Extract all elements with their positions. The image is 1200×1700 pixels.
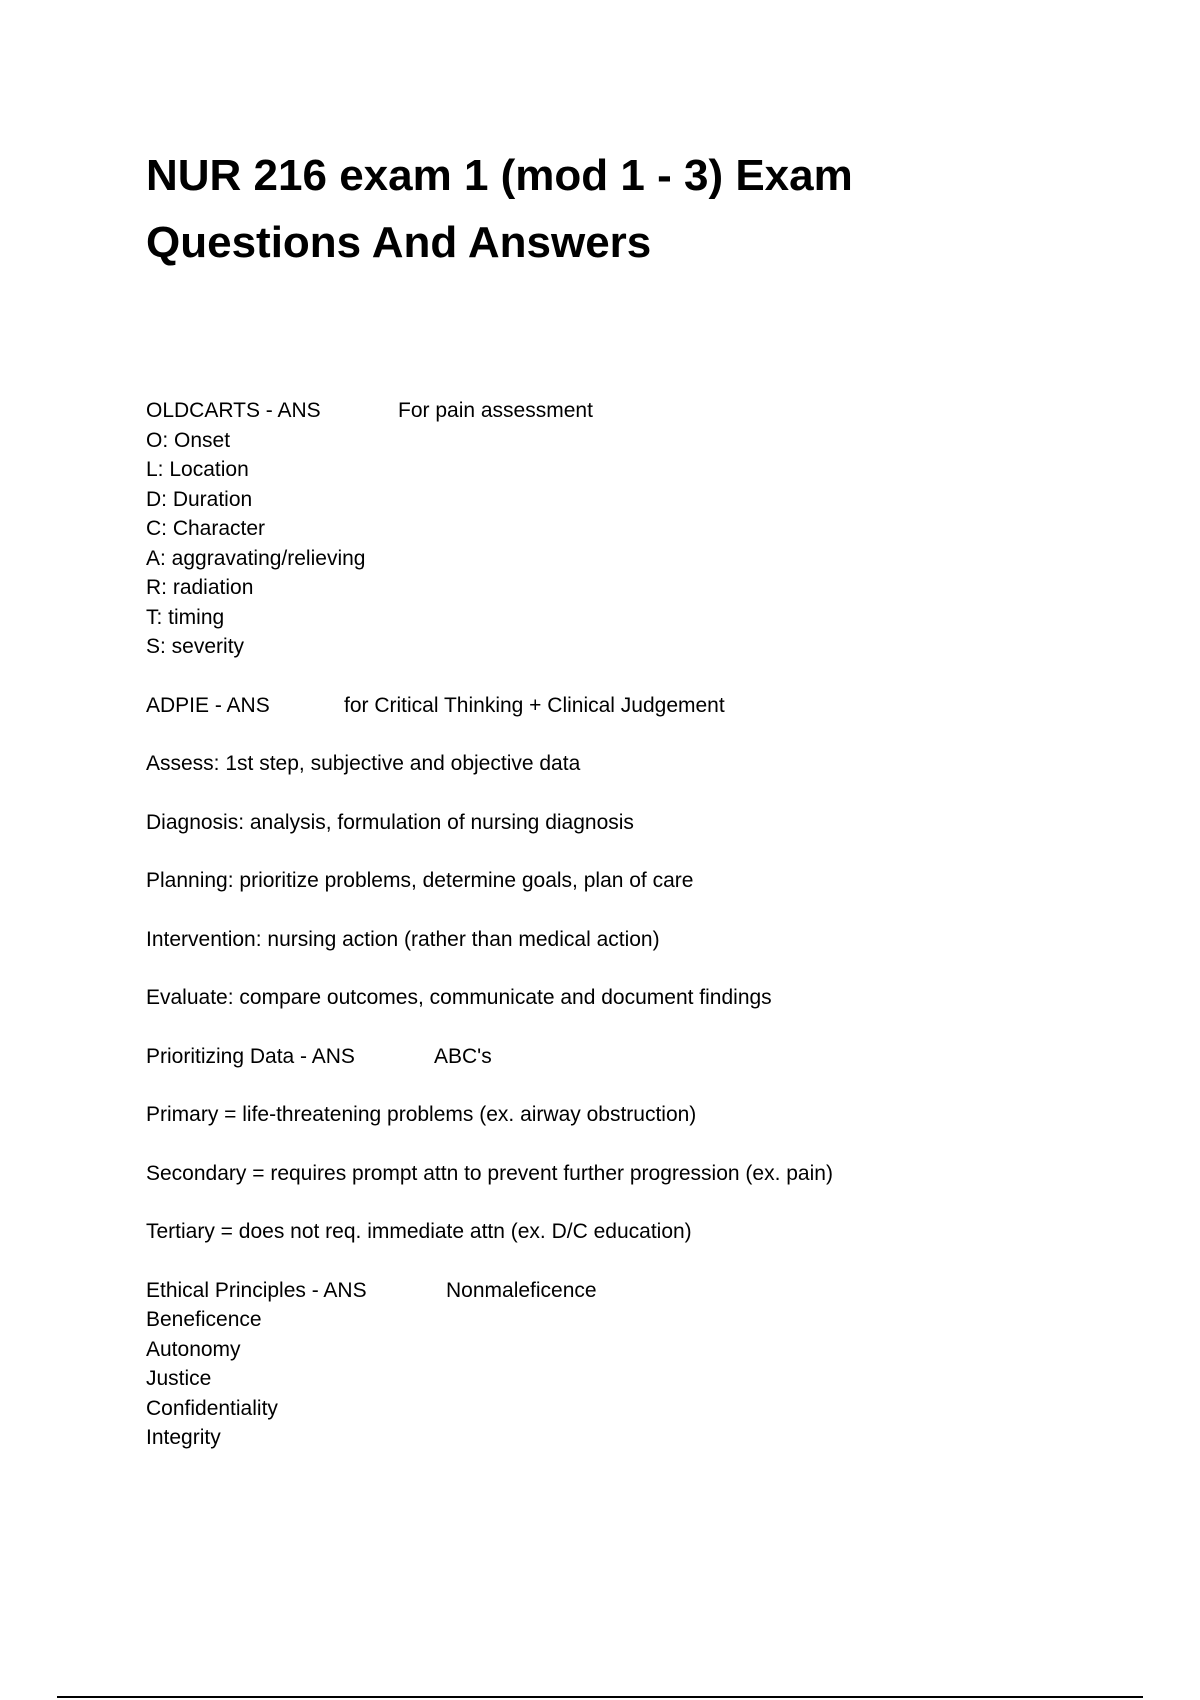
title-line-1: NUR 216 exam 1 (mod 1 - 3) Exam xyxy=(146,151,853,200)
answer-paragraph: Intervention: nursing action (rather than medical action) xyxy=(146,927,660,951)
answer-paragraph: Evaluate: compare outcomes, communicate and document findings xyxy=(146,986,772,1009)
answer-paragraph: Tertiary = does not req. immediate attn (ex. D/C education) xyxy=(146,1220,692,1243)
answer-line: Autonomy xyxy=(146,1337,241,1361)
answer-text: Nonmaleficence xyxy=(446,1278,597,1302)
paragraph-gap xyxy=(146,779,1106,808)
qa-content xyxy=(146,396,1106,1453)
paragraph-gap xyxy=(146,1013,1106,1042)
footer-divider xyxy=(57,1696,1143,1698)
answer-line: S: severity xyxy=(146,635,245,658)
paragraph-gap xyxy=(146,720,1106,749)
question-text: Prioritizing Data - ANS xyxy=(146,1044,355,1068)
answer-paragraph: Assess: 1st step, subjective and objective data xyxy=(146,752,581,775)
paragraph-gap xyxy=(146,1247,1106,1276)
qa-ethical xyxy=(146,1276,1106,1453)
answer-text: for Critical Thinking + Clinical Judgement xyxy=(344,693,725,717)
qa-ethical-header xyxy=(146,1276,1106,1306)
paragraph-gap xyxy=(146,954,1106,983)
answer-line: L: Location xyxy=(146,458,249,481)
qa-oldcarts xyxy=(146,396,1106,662)
answer-paragraph: Planning: prioritize problems, determine goals, plan of care xyxy=(146,869,694,892)
answer-line: A: aggravating/relieving xyxy=(146,546,366,570)
answer-text: For pain assessment xyxy=(398,399,593,422)
qa-prioritizing xyxy=(146,1042,1106,1247)
question-text: Ethical Principles - ANS xyxy=(146,1278,367,1302)
answer-line: Integrity xyxy=(146,1426,221,1449)
paragraph-gap xyxy=(146,1071,1106,1100)
document-title xyxy=(146,142,1046,276)
answer-line: C: Character xyxy=(146,517,266,540)
answer-line: Beneficence xyxy=(146,1308,262,1331)
qa-oldcarts-header xyxy=(146,396,1106,426)
answer-line: Confidentiality xyxy=(146,1396,278,1420)
title-line-2: Questions And Answers xyxy=(146,218,652,267)
paragraph-gap xyxy=(146,662,1106,691)
answer-paragraph: Primary = life-threatening problems (ex. airway obstruction) xyxy=(146,1103,697,1126)
paragraph-gap xyxy=(146,1130,1106,1159)
answer-line: D: Duration xyxy=(146,487,253,511)
paragraph-gap xyxy=(146,837,1106,866)
question-text: OLDCARTS - ANS xyxy=(146,399,321,422)
paragraph-gap xyxy=(146,1188,1106,1217)
answer-paragraph: Diagnosis: analysis, formulation of nursing diagnosis xyxy=(146,810,634,834)
answer-paragraph: Secondary = requires prompt attn to prevent further progression (ex. pain) xyxy=(146,1161,833,1185)
paragraph-gap xyxy=(146,896,1106,925)
qa-prioritizing-header xyxy=(146,1042,1106,1072)
question-text: ADPIE - ANS xyxy=(146,693,270,717)
answer-line: R: radiation xyxy=(146,576,254,599)
answer-line: Justice xyxy=(146,1367,212,1390)
answer-line: O: Onset xyxy=(146,428,231,452)
answer-text: ABC's xyxy=(434,1044,492,1068)
qa-adpie-header xyxy=(146,691,1106,721)
qa-adpie xyxy=(146,691,1106,1013)
answer-line: T: timing xyxy=(146,605,225,629)
